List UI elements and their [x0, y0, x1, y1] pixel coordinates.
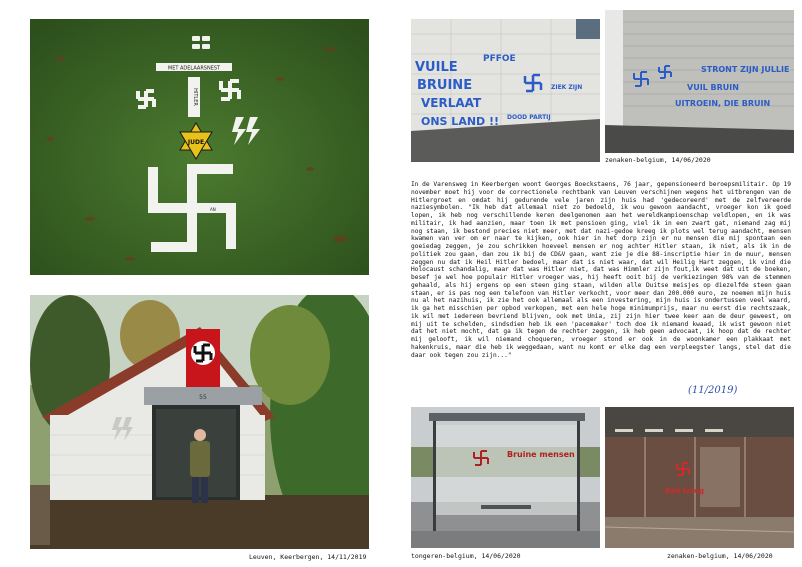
graffiti-extra-2: DOOD PARTIJ — [507, 114, 551, 121]
photo-graffiti-wall-left — [411, 19, 600, 162]
shop-graffiti: Bad terug — [665, 487, 705, 495]
graffiti-extra-1: PFFOE — [483, 54, 516, 64]
caption-bottom-right: zenaken-belgium, 14/06/2020 — [667, 552, 773, 560]
photo-bus-shelter — [411, 407, 600, 548]
graffiti-right-line-1: STRONT ZIJN JULLIE — [701, 65, 790, 74]
graffiti-line-4: ONS LAND !! — [421, 115, 500, 128]
garage-number: 55 — [199, 394, 207, 401]
article-text: In de Varensweg in Keerbergen woont Georges Boeckstaens, 76 jaar, gepensioneerd beroepsmilitair. Op 19 november moet hij voor de correctionele rechtbank van Leuven verschijnen wegens het uitbrengen van de Hitlergroet en omdat hij gedurende vele jaren zijn huis had 'gedecoreerd' met de zelfvereerde naziesymbolen. "Ik heb dat allemaal niet zo bedoeld, ik wou gewoon aandacht, vroeger kon ik goed lopen, ik heb nog verschillende keren deelgenomen aan het wereldkampioenschap veldlopen, en ik was militair, ik had aanzien, maar toen ik met pensioen ging, viel ik in een zwart gat, niemand zag mij nog staan, ik bestond precies niet meer, met dat nazi-gedoe kreeg ik plots wel terug aandacht, mensen kwamen van ver om er naar te kijken, ook hier in het dorp zijn er nu mensen die mij spontaan een goeiedag zeggen, je zou schrikken hoeveel mensen er nog achter Hitler staan, ik niet, als ik in de politiek zou gaan, dan zou ik bij de CD&V gaan, want zie je die 88-inscriptie hier in de muur, mensen zeggen nu dat ik Heil Hitler bedoel, maar dat is niet waar, dat wil Heilig Hart zeggen, ik vind die Holocaust schandalig, maar dat was Hitler niet, dat was Himmler zijn fout,ik weet dat uit de boeken, besef je wel hoe populair Hitler vroeger was, hij heeft ooit bij de verkiezingen 98% van de stemmen gehaald, als hij ergens op een steen ging staan, wilden alle Duitse meisjes op diezelfde steen gaan staan, er is pas nog een telefoon van Hitler verkocht, voor meer dan 200.000 euro, ze noemen mijn huis nu al het nazihuis, ik zie het ook allemaal als een investering, mijn huis is ondertussen veel waard, ik ga het misschien per opbod verkopen, met een hele hoge minimumprijs, maar nu eerst die rechtszaak, ik wil met iedereen bevriend blijven, ook met Unia, zij zijn hier twee keer aan de deur geweest, om mij uit te schelden, sindsdien heb ik een 'pacemaker' toch doe ik niemand kwaad, ik wist gewoon niet dat het niet mocht, dat ga ik tegen de rechter zeggen, ik heb geen advocaat, ik hoop dat de rechter mij gelooft, ik wil niemand choqueren, vroeger stond er ook in de woonkamer een plakkaat met hakenkruis, maar die heb ik weggedaan, want nu komt er elke dag een verpleegster langs, stel dat die daar ook tegen zou zijn..." — [411, 181, 791, 359]
shelter-graffiti: Bruine mensen — [507, 450, 575, 459]
graffiti-extra-3: ZIEK ZIJN — [551, 84, 583, 91]
graffiti-line-3: VERLAAT — [421, 96, 482, 110]
graffiti-right-line-3: UITROEIN, DIE BRUIN — [675, 99, 771, 108]
lawn-star-text: JUDE — [187, 139, 205, 146]
lawn-banner-text: MET ADELAARSNEST — [167, 65, 221, 72]
graffiti-right-line-2: VUIL BRUIN — [687, 83, 739, 92]
caption-leuven: Leuven, Keerbergen, 14/11/2019 — [249, 553, 367, 561]
graffiti-line-1: VUILE — [415, 60, 458, 75]
lawn-hitler-text: HITLER — [192, 88, 198, 106]
caption-tongeren: tongeren-belgium, 14/06/2020 — [411, 552, 521, 560]
lawn-cross-text: AN — [210, 207, 216, 212]
photo-lawn-symbols — [30, 19, 369, 275]
photo-garage — [30, 295, 369, 549]
caption-top-right: zenaken-belgium, 14/06/2020 — [605, 156, 711, 164]
photo-shop-front — [605, 407, 794, 548]
photo-graffiti-wall-right — [605, 10, 794, 153]
signature: (11/2019) — [688, 385, 738, 396]
graffiti-line-2: BRUINE — [417, 78, 473, 93]
